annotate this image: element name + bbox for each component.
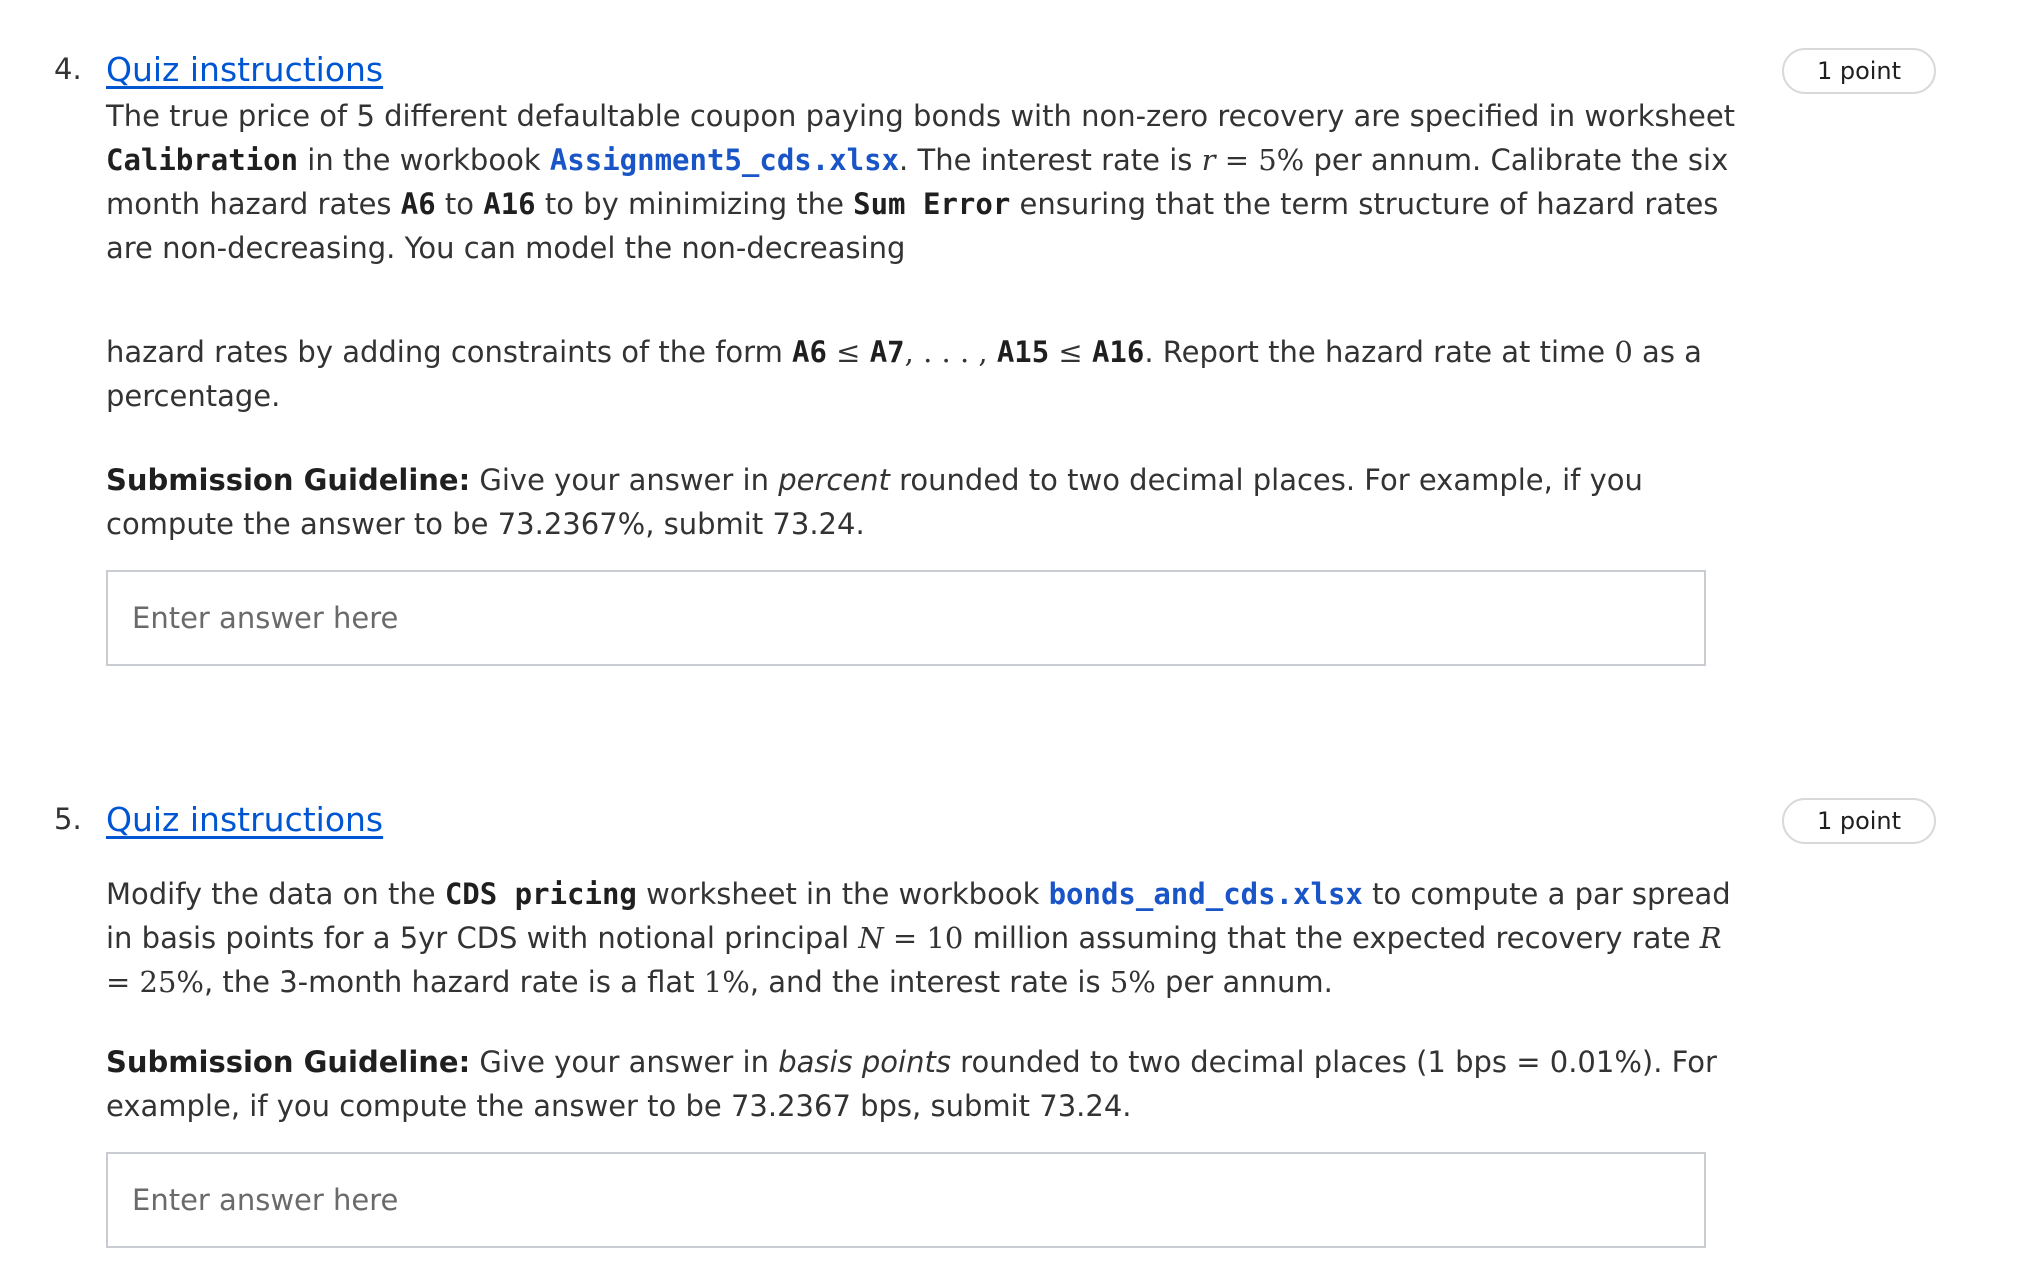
text-segment: to xyxy=(435,187,484,221)
question-text xyxy=(106,872,1746,1004)
math-value: = 25% xyxy=(106,965,204,999)
emphasis-text: percent xyxy=(778,463,890,497)
workbook-link[interactable]: Assignment5_cds.xlsx xyxy=(549,143,900,177)
worksheet-name: CDS pricing xyxy=(444,877,637,911)
text-segment: to compute a par spread in basis points for a 5yr CDS with notional principal xyxy=(106,877,1731,955)
question-text xyxy=(106,94,1746,270)
text-segment: in the workbook xyxy=(298,143,550,177)
question-text xyxy=(106,330,1746,418)
math-variable: N xyxy=(858,921,884,955)
worksheet-name: Calibration xyxy=(106,143,299,177)
math-expression xyxy=(858,921,963,955)
text-segment: as a percentage. xyxy=(106,335,1702,413)
cell-reference: A15 xyxy=(996,335,1050,369)
guideline-label: Submission Guideline: xyxy=(106,463,471,497)
text-segment: . Report the hazard rate at time xyxy=(1144,335,1615,369)
question-number: 4. xyxy=(54,52,82,86)
answer-input[interactable] xyxy=(106,1152,1706,1248)
text-segment: worksheet in the workbook xyxy=(636,877,1049,911)
ellipsis: , . . . , xyxy=(904,335,997,369)
points-badge: 1 point xyxy=(1782,48,1936,94)
text-segment: per annum. Calibrate the six month hazard rates xyxy=(106,143,1729,221)
text-segment: million assuming that the expected recovery rate xyxy=(963,921,1700,955)
math-value: 1% xyxy=(703,965,750,999)
math-value: 5% xyxy=(1109,965,1156,999)
emphasis-text: basis points xyxy=(778,1045,951,1079)
cell-reference: A16 xyxy=(483,187,536,221)
answer-input[interactable] xyxy=(106,570,1706,666)
guideline-label: Submission Guideline: xyxy=(106,1045,471,1079)
text-segment: per annum. xyxy=(1155,965,1333,999)
cell-name: Sum Error xyxy=(853,187,1011,221)
text-segment: hazard rates by adding constraints of the form xyxy=(106,335,793,369)
math-variable: R xyxy=(1699,921,1722,955)
cell-reference: A6 xyxy=(792,335,827,369)
cell-reference: A7 xyxy=(869,335,905,369)
le-symbol: ≤ xyxy=(1049,335,1092,369)
text-segment: to by minimizing the xyxy=(535,187,854,221)
math-value: = 10 xyxy=(883,921,964,955)
math-value: 0 xyxy=(1614,335,1633,369)
math-expression xyxy=(1202,143,1305,177)
submission-guideline xyxy=(106,1040,1746,1128)
workbook-link[interactable]: bonds_and_cds.xlsx xyxy=(1048,877,1363,911)
text-segment: Give your answer in xyxy=(470,1045,779,1079)
submission-guideline xyxy=(106,458,1746,546)
text-segment: rounded to two decimal places. For example, if you compute the answer to be 73.2367%, submit 73.24. xyxy=(106,463,1643,541)
text-segment: Modify the data on the xyxy=(106,877,445,911)
text-segment: , the 3-month hazard rate is a flat xyxy=(203,965,704,999)
quiz-instructions-link[interactable]: Quiz instructions xyxy=(106,800,384,839)
cell-reference: A6 xyxy=(400,187,436,221)
text-segment: The true price of 5 different defaultable coupon paying bonds with non-zero recovery are specified in worksheet xyxy=(106,99,1736,133)
le-symbol: ≤ xyxy=(826,335,870,369)
quiz-instructions-link[interactable]: Quiz instructions xyxy=(106,50,384,89)
text-segment: ensuring that the term structure of hazard rates are non-decreasing. You can model the non-decreasing xyxy=(106,187,1719,265)
points-badge: 1 point xyxy=(1782,798,1936,844)
math-variable: r xyxy=(1201,143,1216,177)
question-number: 5. xyxy=(54,802,82,836)
math-value: = 5% xyxy=(1215,143,1305,177)
text-segment: rounded to two decimal places (1 bps = 0.01%). For example, if you compute the answer to be 73.2367 bps, submit 73.24. xyxy=(106,1045,1717,1123)
text-segment: . The interest rate is xyxy=(899,143,1202,177)
cell-reference: A16 xyxy=(1091,335,1145,369)
text-segment: Give your answer in xyxy=(470,463,779,497)
text-segment: , and the interest rate is xyxy=(749,965,1110,999)
